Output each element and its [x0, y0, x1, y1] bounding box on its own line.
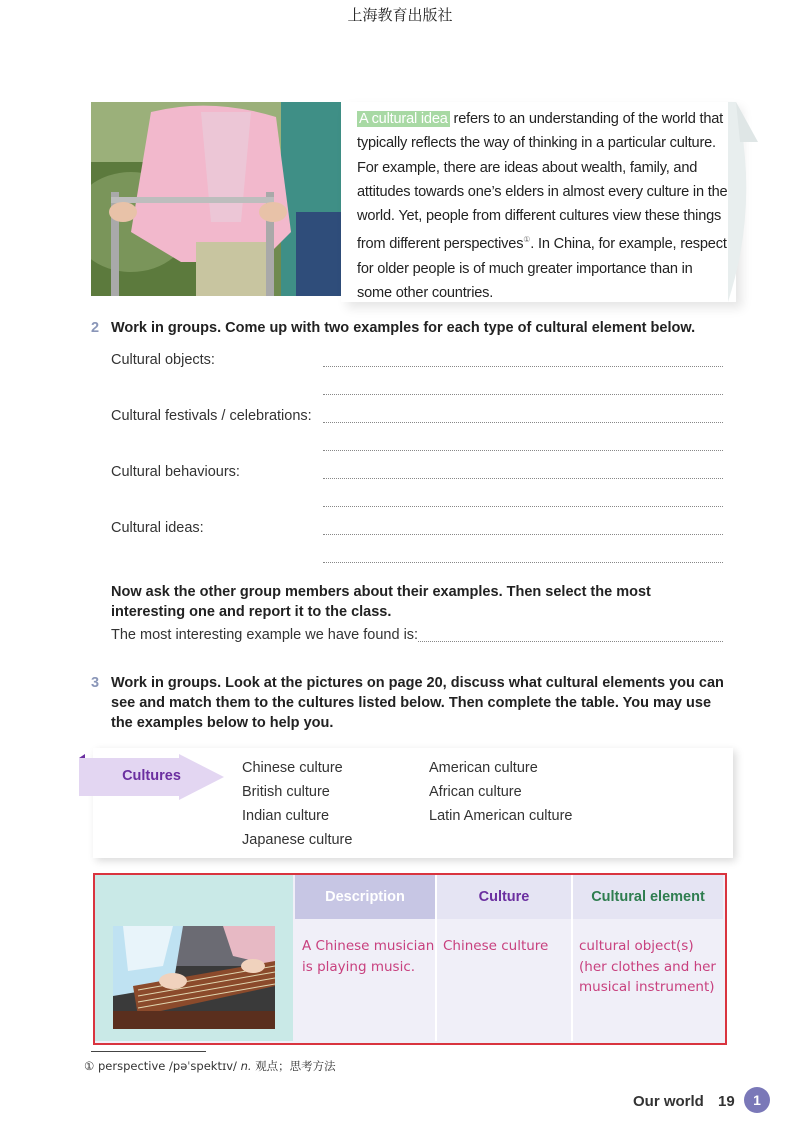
- page-number: 19: [718, 1093, 735, 1110]
- exercise-3-instruction: Work in groups. Look at the pictures on page 20, discuss what cultural elements you can see and match them to the cultures listed below. Then complete the table. You may use the examples below to help you.: [111, 675, 724, 731]
- culture-item: American culture: [429, 760, 538, 776]
- footnote: [84, 1058, 336, 1074]
- cultural-festivals-label: Cultural festivals / celebrations:: [111, 408, 312, 424]
- cell-line: Chinese culture: [443, 938, 549, 954]
- page-curl-decoration: [728, 102, 760, 302]
- answer-line[interactable]: [323, 478, 723, 479]
- footnote-number: ①: [84, 1059, 95, 1073]
- unit-badge: 1: [744, 1087, 770, 1113]
- culture-item: Latin American culture: [429, 808, 573, 824]
- cell-line: A Chinese musician: [302, 938, 435, 954]
- cultural-idea-highlight: A cultural idea: [359, 111, 448, 127]
- culture-item: Chinese culture: [242, 760, 343, 776]
- exercise-2-number: 2: [91, 320, 100, 336]
- idea-text-part1: refers to an understanding of the world that typically reflects the way of thinking in a particular culture. For example, there are ideas about wealth, family, and attitudes towards one’s elders in almost every culture in the world. Yet, people from different cultures view these things from different perspectives: [357, 111, 728, 253]
- header-culture: Culture: [437, 875, 571, 919]
- culture-item: British culture: [242, 784, 330, 800]
- cell-culture: [443, 936, 548, 957]
- section-label: Our world: [633, 1093, 704, 1110]
- footnote-meaning: 观点；思考方法: [255, 1059, 336, 1073]
- cell-line: cultural object(s): [579, 938, 694, 954]
- cultural-ideas-label: Cultural ideas:: [111, 520, 204, 536]
- cell-description: [302, 936, 434, 977]
- footnote-rule: [91, 1051, 206, 1052]
- exercise-2-followup: Now ask the other group members about their examples. Then select the most interesting one and report it to the class.: [111, 584, 651, 620]
- answer-line[interactable]: [323, 506, 723, 507]
- answer-line[interactable]: [323, 534, 723, 535]
- footnote-phonetic: /pəˈspektɪv/: [169, 1059, 237, 1073]
- footnote-word: perspective: [97, 1059, 166, 1073]
- footnote-pos: n.: [240, 1059, 252, 1073]
- cultural-idea-paragraph: [357, 107, 729, 305]
- interesting-example-prompt: The most interesting example we have found is:: [111, 627, 419, 643]
- cell-line: musical instrument): [579, 979, 715, 995]
- answer-line[interactable]: [323, 562, 723, 563]
- culture-item: Indian culture: [242, 808, 330, 824]
- answer-line[interactable]: [323, 366, 723, 367]
- culture-item: Japanese culture: [242, 832, 353, 848]
- exercise-2-instruction: Work in groups. Come up with two examples for each type of cultural element below.: [111, 320, 696, 336]
- cell-line: (her clothes and her: [579, 958, 716, 975]
- culture-item: African culture: [429, 784, 522, 800]
- idea-text-part2: . In China, for example, respect for older people is of much greater importance than in some other countries.: [357, 236, 727, 301]
- cultures-label: Cultures: [122, 768, 181, 784]
- header-cultural-element: Cultural element: [573, 875, 723, 919]
- answer-line[interactable]: [323, 394, 723, 395]
- cultural-behaviours-label: Cultural behaviours:: [111, 464, 240, 480]
- exercise-3-number: 3: [91, 675, 100, 691]
- answer-line[interactable]: [323, 450, 723, 451]
- header-description: Description: [295, 875, 435, 919]
- publisher-header: 上海教育出版社: [347, 6, 453, 24]
- cell-cultural-element: [579, 936, 716, 998]
- answer-line[interactable]: [418, 641, 723, 642]
- footnote-marker: ①: [523, 235, 531, 245]
- elderly-woman-photo: [91, 102, 341, 296]
- column-divider: [571, 875, 573, 1041]
- answer-line[interactable]: [323, 422, 723, 423]
- cell-line: is playing music.: [302, 958, 416, 975]
- column-divider: [435, 875, 437, 1041]
- cultural-objects-label: Cultural objects:: [111, 352, 215, 368]
- musician-photo: [113, 926, 275, 1029]
